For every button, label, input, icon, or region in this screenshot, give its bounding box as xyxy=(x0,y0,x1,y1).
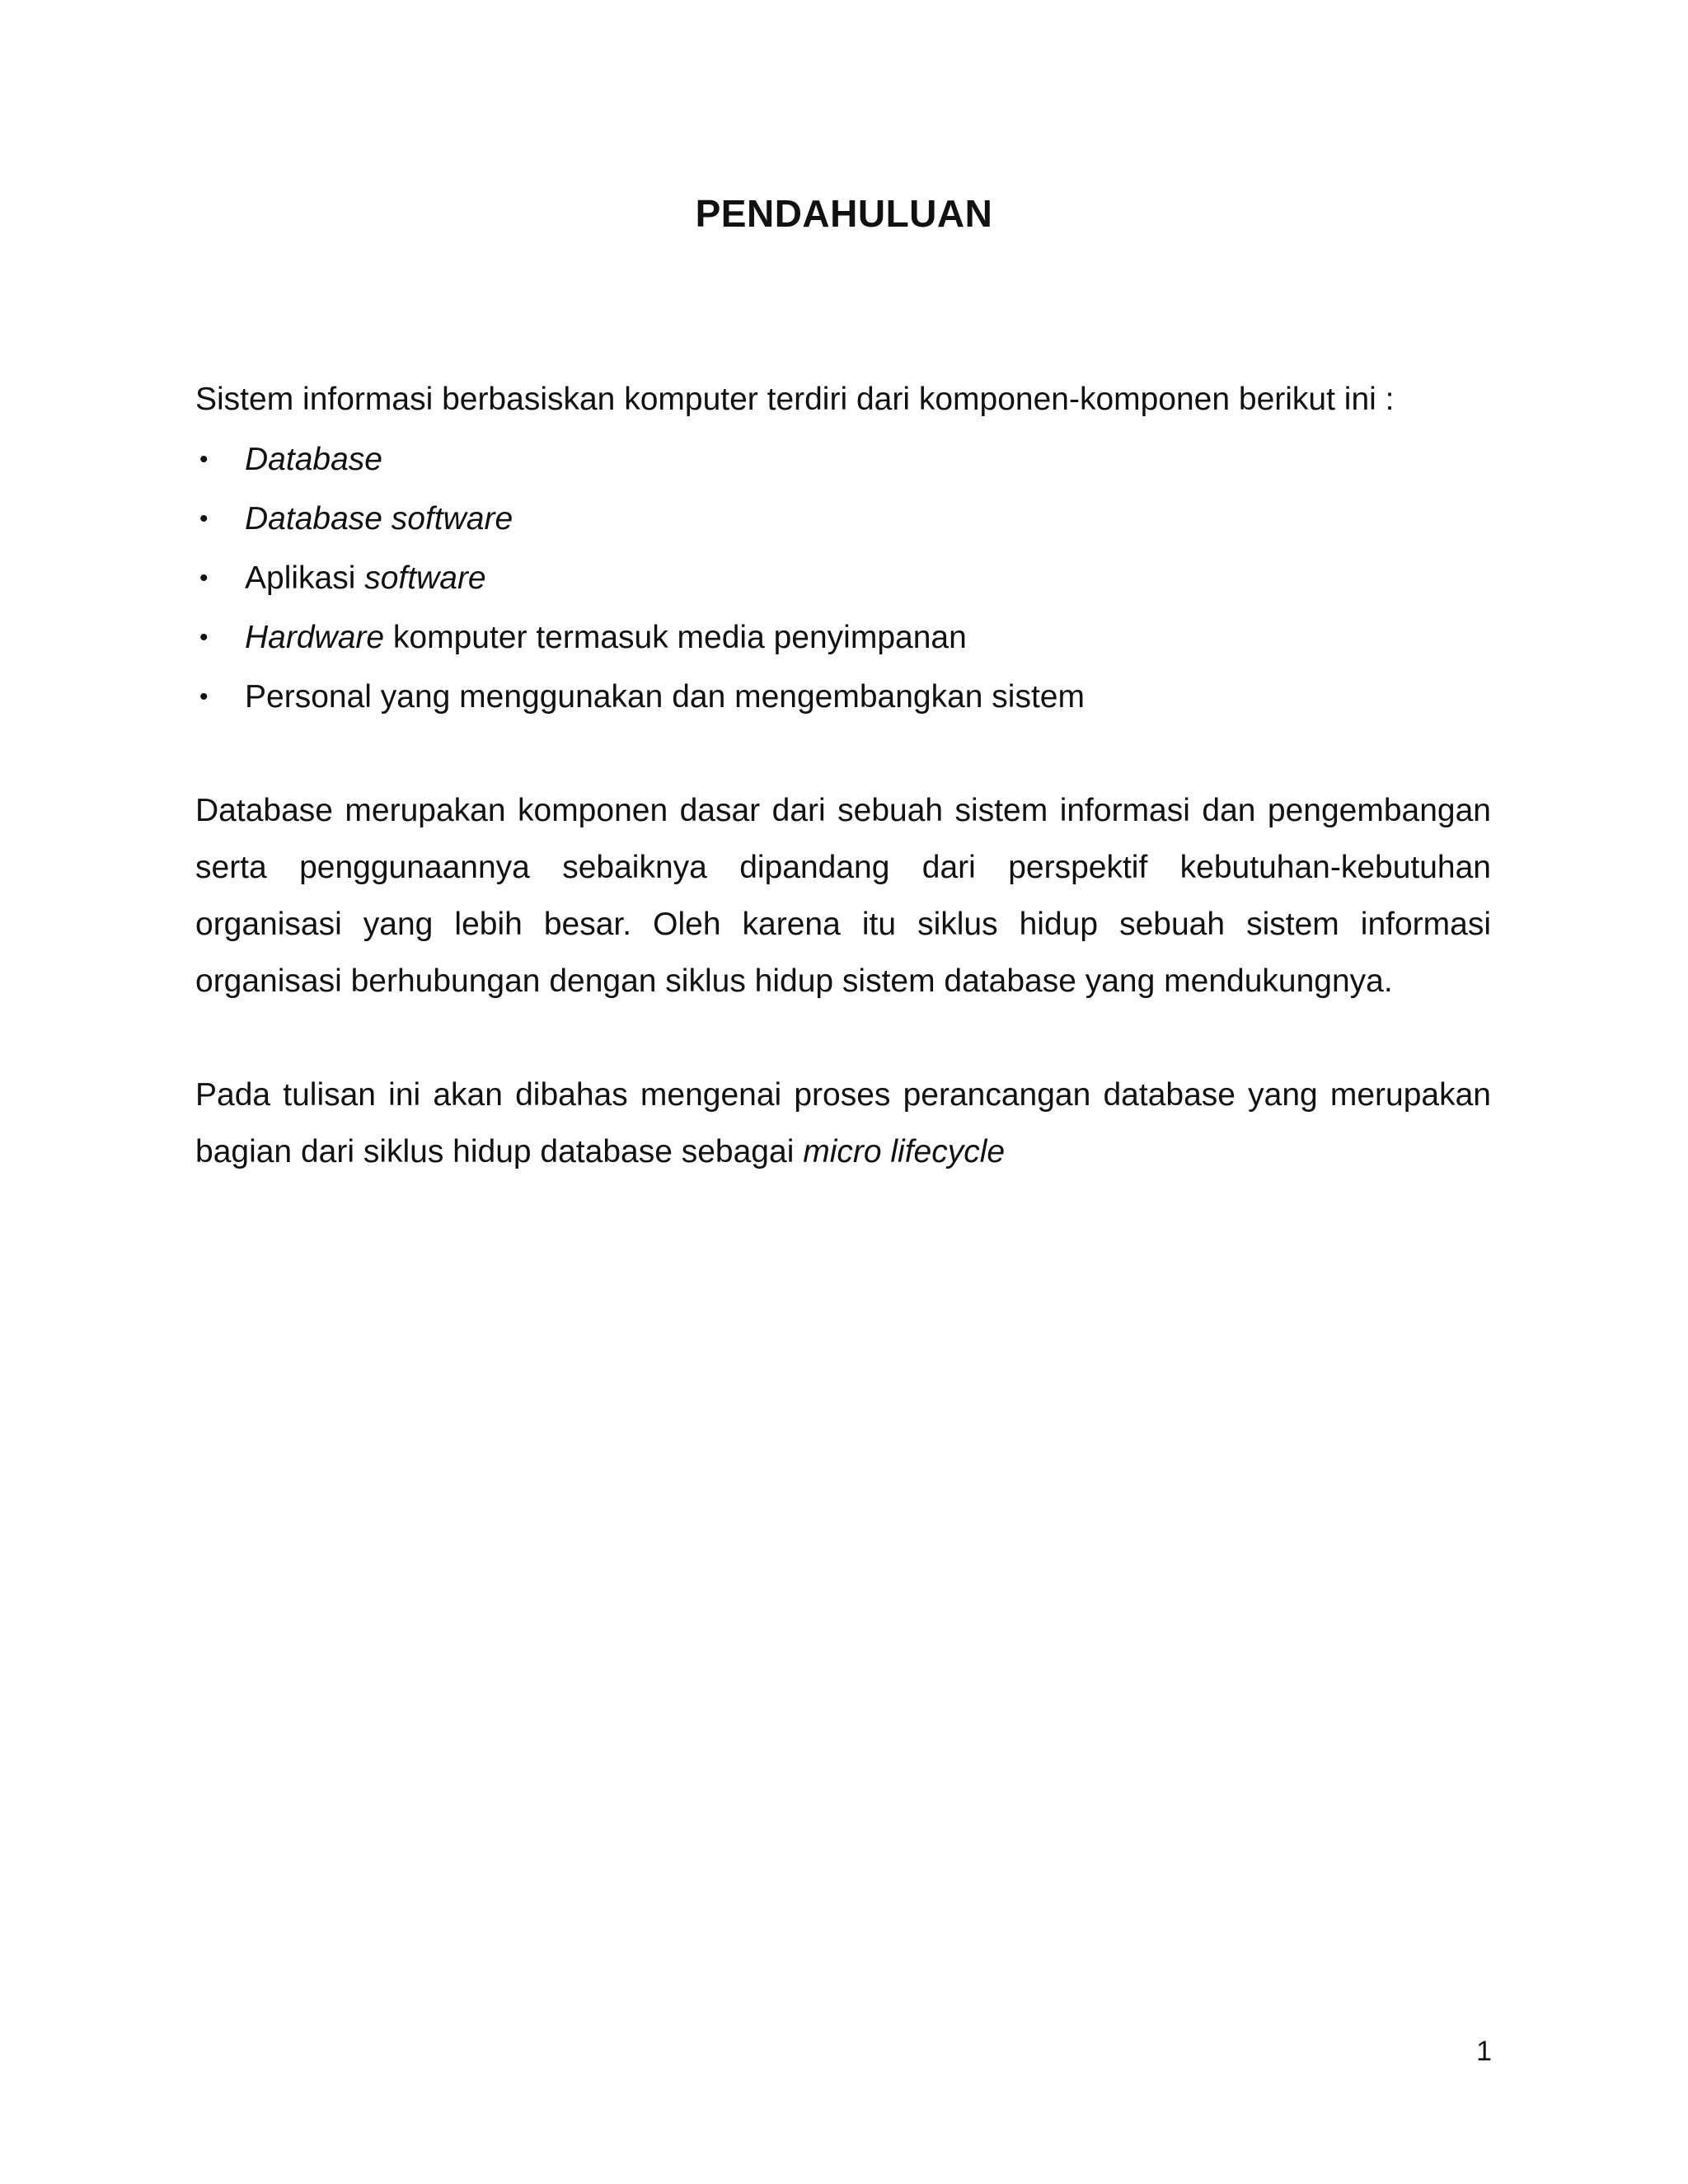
list-item xyxy=(195,668,1491,727)
paragraph-scope-italic: micro lifecycle xyxy=(803,1134,1006,1169)
list-item-italic: Database software xyxy=(245,501,513,537)
list-item xyxy=(195,608,1491,668)
paragraph-scope xyxy=(195,1066,1491,1180)
list-item-text: Aplikasi xyxy=(245,560,365,596)
bullet-icon: • xyxy=(199,683,209,710)
component-list xyxy=(195,430,1491,727)
bullet-icon: • xyxy=(199,565,209,592)
paragraph-database-overview: Database merupakan komponen dasar dari sebuah sistem informasi dan pengembangan serta penggunaannya sebaiknya dipandang dari perspektif kebutuhan-kebutuhan organisasi yang lebih besar. Oleh karena itu siklus hidup sebuah sistem informasi organisasi berhubungan dengan siklus hidup sistem database yang mendukungnya. xyxy=(195,793,1491,999)
list-item xyxy=(195,549,1491,608)
page-title: PENDAHULUAN xyxy=(695,192,993,235)
list-item-italic: Hardware xyxy=(245,620,385,655)
list-item-italic: software xyxy=(364,560,486,596)
bullet-icon: • xyxy=(199,624,209,651)
bullet-icon: • xyxy=(199,446,209,473)
bullet-icon: • xyxy=(199,505,209,532)
list-item-text: Personal yang menggunakan dan mengembangkan sistem xyxy=(245,679,1085,715)
list-item-text: komputer termasuk media penyimpanan xyxy=(384,620,967,655)
list-item-italic: Database xyxy=(245,442,382,477)
page-number: 1 xyxy=(1476,2036,1492,2067)
paragraph-scope-text: Pada tulisan ini akan dibahas mengenai proses perancangan database yang merupakan bagian dari siklus hidup database sebagai xyxy=(195,1077,1491,1169)
list-item xyxy=(195,430,1491,490)
document-body xyxy=(195,371,1491,1180)
intro-sentence: Sistem informasi berbasiskan komputer terdiri dari komponen-komponen berikut ini : xyxy=(195,382,1395,417)
list-item xyxy=(195,490,1491,549)
